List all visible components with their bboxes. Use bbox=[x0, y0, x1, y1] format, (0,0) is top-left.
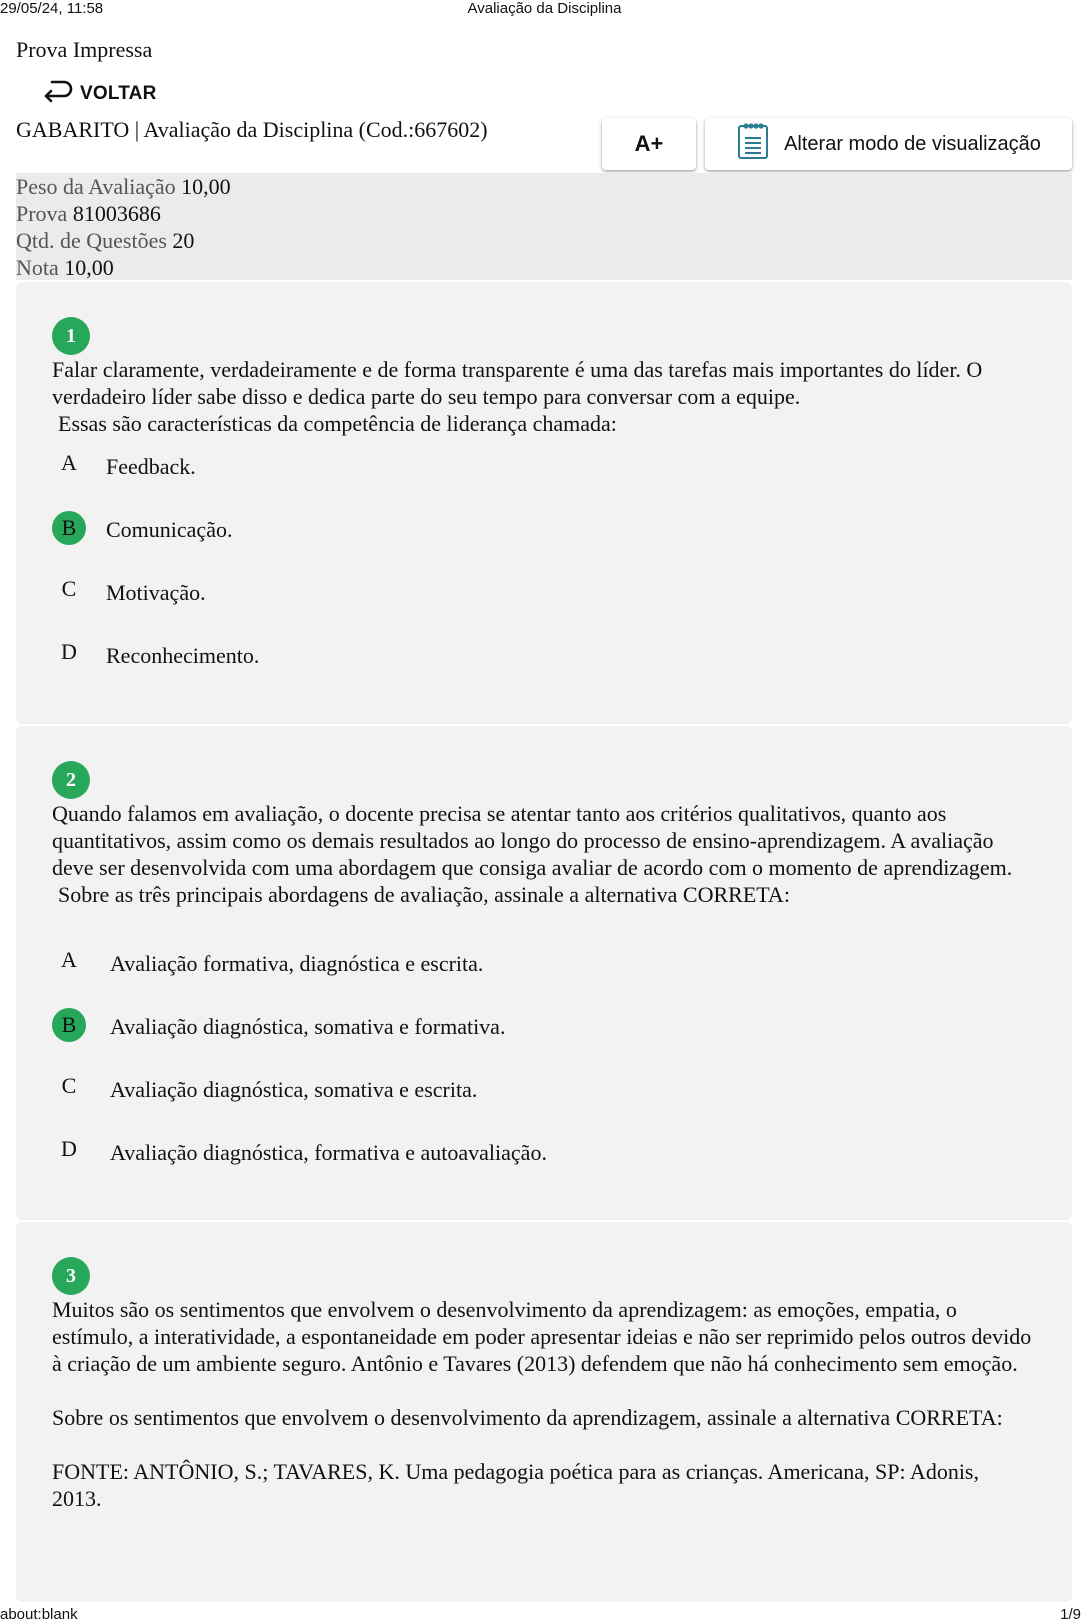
info-grade: Nota 10,00 bbox=[16, 255, 114, 280]
print-page-number: 1/9 bbox=[1060, 1606, 1081, 1623]
change-view-mode-label: Alterar modo de visualização bbox=[784, 132, 1041, 155]
option-letter-correct: B bbox=[52, 1008, 86, 1042]
option-letter: C bbox=[61, 576, 77, 601]
answer-option[interactable] bbox=[52, 637, 259, 675]
answer-option[interactable] bbox=[52, 945, 483, 983]
back-button[interactable] bbox=[42, 78, 157, 110]
answer-option[interactable] bbox=[52, 448, 196, 486]
info-weight: Peso da Avaliação 10,00 bbox=[16, 174, 231, 199]
print-datetime: 29/05/24, 11:58 bbox=[0, 0, 104, 17]
question-text: Muitos são os sentimentos que envolvem o desenvolvimento da aprendizagem: as emoções, empatia, o estímulo, a interatividade, a espontaneidade em poder apresentar ideias e não ser reprimido pelos outros devido à criação de um ambiente seguro. Antônio e Tavares (2013) defendem que não há conhecimento sem emoção. Sobre os sentimentos que envolvem o desenvolvimento da aprendizagem, assinale a alternativa CORRETA: FONTE: ANTÔNIO, S.; TAVARES, K. Uma pedagogia poética para as crianças. Americana, SP: Adonis, 2013. bbox=[52, 1297, 1032, 1511]
option-text: Feedback. bbox=[106, 454, 196, 479]
question-number-badge: 1 bbox=[52, 317, 90, 355]
document-view-icon bbox=[736, 122, 770, 166]
option-text: Reconhecimento. bbox=[106, 643, 260, 668]
question-card bbox=[16, 282, 1072, 724]
print-document-title: Avaliação da Disciplina bbox=[467, 0, 622, 17]
info-exam-id: Prova 81003686 bbox=[16, 201, 161, 226]
answer-option[interactable] bbox=[52, 574, 206, 612]
exam-title: GABARITO | Avaliação da Disciplina (Cod.:667602) bbox=[16, 117, 488, 142]
option-text: Avaliação formativa, diagnóstica e escrita. bbox=[110, 951, 484, 976]
question-card bbox=[16, 1222, 1072, 1602]
info-question-count: Qtd. de Questões 20 bbox=[16, 228, 195, 253]
exam-info-panel bbox=[16, 173, 1072, 280]
question-text: Quando falamos em avaliação, o docente precisa se atentar tanto aos critérios qualitativos, quanto aos quantitativos, assim como os demais resultados ao longo do processo de ensino-aprendizagem. A avaliação deve ser desenvolvida com uma abordagem que consiga avaliar de acordo com o momento de aprendizagem. Sobre as três principais abordagens de avaliação, assinale a alternativa CORRETA: bbox=[52, 801, 1013, 907]
print-header bbox=[0, 0, 1089, 18]
option-letter: A bbox=[61, 947, 77, 972]
answer-option-correct[interactable] bbox=[52, 511, 232, 549]
change-view-mode-button[interactable] bbox=[705, 118, 1072, 170]
option-text: Avaliação diagnóstica, somativa e escrita. bbox=[110, 1077, 478, 1102]
page-title: Prova Impressa bbox=[16, 37, 153, 62]
option-letter: D bbox=[61, 639, 77, 664]
print-url: about:blank bbox=[0, 1606, 78, 1623]
option-text: Comunicação. bbox=[106, 517, 233, 542]
option-text: Motivação. bbox=[106, 580, 206, 605]
option-letter: C bbox=[61, 1073, 77, 1098]
option-letter-correct: B bbox=[52, 511, 86, 545]
increase-font-button[interactable]: A+ bbox=[602, 118, 696, 170]
return-arrow-icon bbox=[42, 78, 74, 110]
option-text: Avaliação diagnóstica, formativa e autoavaliação. bbox=[110, 1140, 547, 1165]
question-number-badge: 3 bbox=[52, 1257, 90, 1295]
question-number-badge: 2 bbox=[52, 761, 90, 799]
option-text: Avaliação diagnóstica, somativa e formativa. bbox=[110, 1014, 506, 1039]
question-text: Falar claramente, verdadeiramente e de forma transparente é uma das tarefas mais importantes do líder. O verdadeiro líder sabe disso e dedica parte do seu tempo para conversar com a equipe. Essas são características da competência de liderança chamada: bbox=[52, 357, 983, 436]
answer-option-correct[interactable] bbox=[52, 1008, 505, 1046]
option-letter: D bbox=[61, 1136, 77, 1161]
option-letter: A bbox=[61, 450, 77, 475]
question-card bbox=[16, 726, 1072, 1220]
answer-option[interactable] bbox=[52, 1071, 477, 1109]
print-footer bbox=[0, 1606, 1089, 1624]
back-button-label: VOLTAR bbox=[80, 83, 157, 104]
answer-option[interactable] bbox=[52, 1134, 547, 1172]
